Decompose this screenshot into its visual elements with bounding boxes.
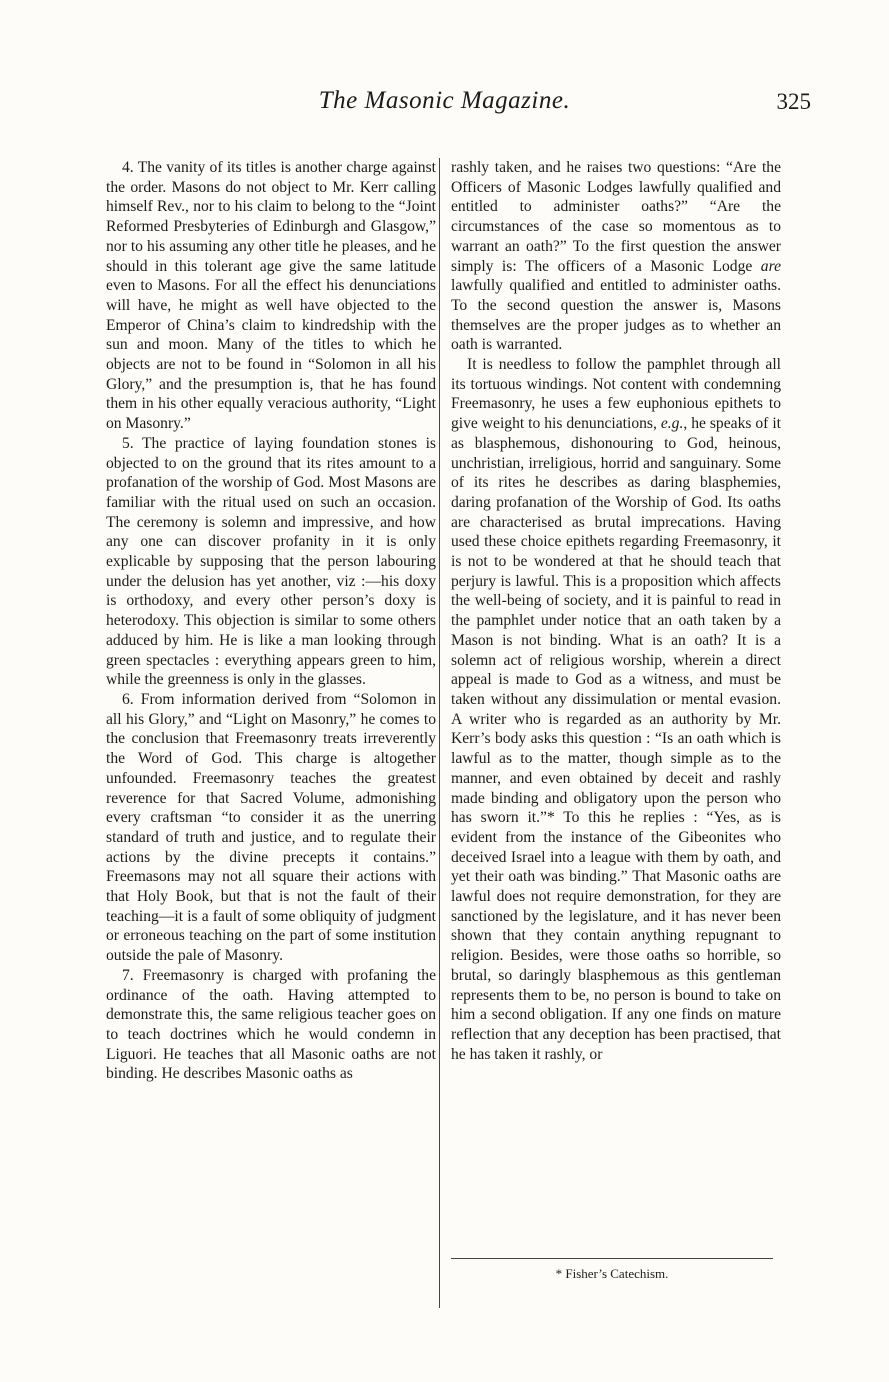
text-span: , he speaks of it as blasphemous, dishonouring to God, heinous, unchristian, irreligious, horrid and sanguinary. Some of its rites he describes as daring blasphemies, daring profanation of the Worship of God. Its oaths are characterised as brutal imprecations. Having used these choice epithets regarding Freemasonry, it is not to be wondered at that he should teach that perjury is lawful. This is a proposition which affects the well-being of society, and it is painful to read in the pamphlet under notice that an oath taken by a Mason is not binding. What is an oath? It is a solemn act of religious worship, wherein a direct appeal is made to God as a witness, and must be taken without any dissimulation or mental evasion. A writer who is regarded as an authority by Mr. Kerr’s body asks this question : “Is an oath which is lawful as to the matter, though simple as to the manner, and even obtained by deceit and rashly made binding and obligatory upon the person who has sworn it.”* To this he replies : “Yes, as is evident from the instance of the Gibeonites who deceived Israel into a league with them by oath, and yet their oath was binding.” That Masonic oaths are lawful does not require demonstration, for they are sanctioned by the legislature, and it has never been shown that they contain anything repugnant to religion. Besides, were those oaths so horrible, so brutal, so daringly blasphemous as this gentleman represents them to be, no person is bound to take on him a second obligation. If any one finds on mature reflection that any deception has been practised, that he has taken it rashly, or [451,415,781,1063]
paragraph-pamphlet [451,355,781,1064]
paragraph-7-oath: 7. Freemasonry is charged with profaning the ordinance of the oath. Having attempted to demonstrate this, the same religious teacher goes on to teach doctrines which he would condemn in Liguori. He teaches that all Masonic oaths are not binding. He describes Masonic oaths as [106,966,436,1083]
text-span: It is needless to follow the pamphlet through all its tortuous windings. Not content with condemning Freemasonry, he uses a few euphonious epithets to give weight to his denunciations, [451,356,781,433]
right-column [451,158,781,1064]
column-divider [439,158,440,1308]
paragraph-4-titles: 4. The vanity of its titles is another charge against the order. Masons do not object to Mr. Kerr calling himself Rev., nor to his claim to belong to the “Joint Reformed Presbyteries of Edinburgh and Glasgow,” nor to his assuming any other title he pleases, and he should in this tolerant age give the same latitude even to Masons. For all the effect his denunciations will have, he might as well have objected to the Emperor of China’s claim to kindredship with the sun and moon. Many of the titles to which he objects are not to be found in “Solomon in all his Glory,” and the presumption is, that he has found them in his other equally veracious authority, “Light on Masonry.” [106,159,436,433]
left-column [106,158,436,1084]
emphasis-are: are [760,257,781,275]
footnote: * Fisher’s Catechism. [555,1266,669,1281]
text-span: lawfully qualified and entitled to administer oaths. To the second question the answer is, Masons themselves are the proper judges as to whether an oath is warranted. [451,277,781,354]
page-header [0,0,889,130]
running-title: The Masonic Magazine. [318,87,571,114]
emphasis-eg: e.g. [660,415,684,433]
paragraph-7-continued [451,158,781,355]
text-span: rashly taken, and he raises two questions: “Are the Officers of Masonic Lodges lawfully qualified and entitled to administer oaths?” “Are the circumstances of the case so momentous as to warrant an oath?” To the first question the answer simply is: The officers of a Masonic Lodge [451,159,781,275]
paragraph-6-word-of-god: 6. From information derived from “Solomon in all his Glory,” and “Light on Masonry,” he comes to the conclusion that Freemasonry treats irreverently the Word of God. This charge is altogether unfounded. Freemasonry teaches the greatest reverence for that Sacred Volume, admonishing every craftsman “to consider it as the unerring standard of truth and justice, and to regulate their actions by the divine precepts it contains.” Freemasons may not all square their actions with that Holy Book, but that is not the fault of their teaching—it is a fault of some obliquity of judgment or erroneous teaching on the part of some institution outside the pale of Masonry. [106,690,436,965]
footnote-rule [451,1258,773,1259]
paragraph-5-foundation-stones: 5. The practice of laying foundation stones is objected to on the ground that its rites amount to a profanation of the worship of God. Most Masons are familiar with the ritual used on such an occasion. The ceremony is solemn and impressive, and how any one can discover profanity in it is only explicable by supposing that the person labouring under the delusion has yet another, viz :—his doxy is orthodoxy, and every other person’s doxy is heterodoxy. This objection is similar to some others adduced by him. He is like a man looking through green spectacles : everything appears green to him, while the greenness is only in the glasses. [106,434,436,689]
page-number: 325 [776,89,811,114]
